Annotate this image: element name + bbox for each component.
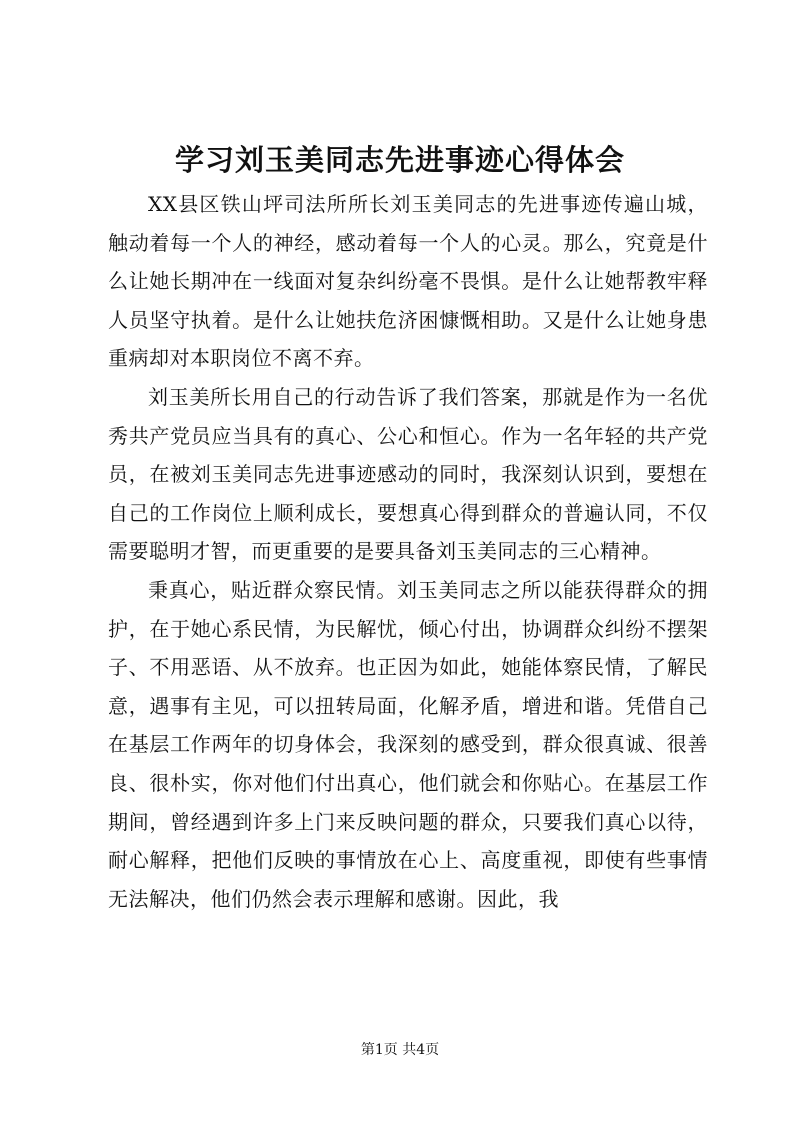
paragraph-3: 秉真心，贴近群众察民情。刘玉美同志之所以能获得群众的拥护，在于她心系民情，为民解忧，倾心付出，协调群众纠纷不摆架子、不用恶语、从不放弃。也正因为如此，她能体察民情，了解民意，遇事有主见，可以扭转局面，化解矛盾，增进和谐。凭借自己在基层工作两年的切身体会，我深刻的感受到，群众很真诚、很善良、很朴实，你对他们付出真心，他们就会和你贴心。在基层工作期间，曾经遇到许多上门来反映问题的群众，只要我们真心以待，耐心解释，把他们反映的事情放在心上、高度重视，即使有些事情无法解决，他们仍然会表示理解和感谢。因此，我	[108, 577, 708, 911]
paragraph-2: 刘玉美所长用自己的行动告诉了我们答案，那就是作为一名优秀共产党员应当具有的真心、公心和恒心。作为一名年轻的共产党员，在被刘玉美同志先进事迹感动的同时，我深刻认识到，要想在自己的工作岗位上顺利成长，要想真心得到群众的普遍认同，不仅需要聪明才智，而更重要的是要具备刘玉美同志的三心精神。	[108, 384, 708, 564]
document-body	[108, 185, 708, 918]
paragraph-1: XX县区铁山坪司法所所长刘玉美同志的先进事迹传遍山城，触动着每一个人的神经，感动着每一个人的心灵。那么，究竟是什么让她长期冲在一线面对复杂纠纷毫不畏惧。是什么让她帮教牢释人员坚守执着。是什么让她扶危济困慷慨相助。又是什么让她身患重病却对本职岗位不离不弃。	[108, 192, 708, 371]
document-title: 学习刘玉美同志先进事迹心得体会	[174, 143, 625, 177]
page-number-footer: 第1页 共4页	[360, 1042, 440, 1058]
